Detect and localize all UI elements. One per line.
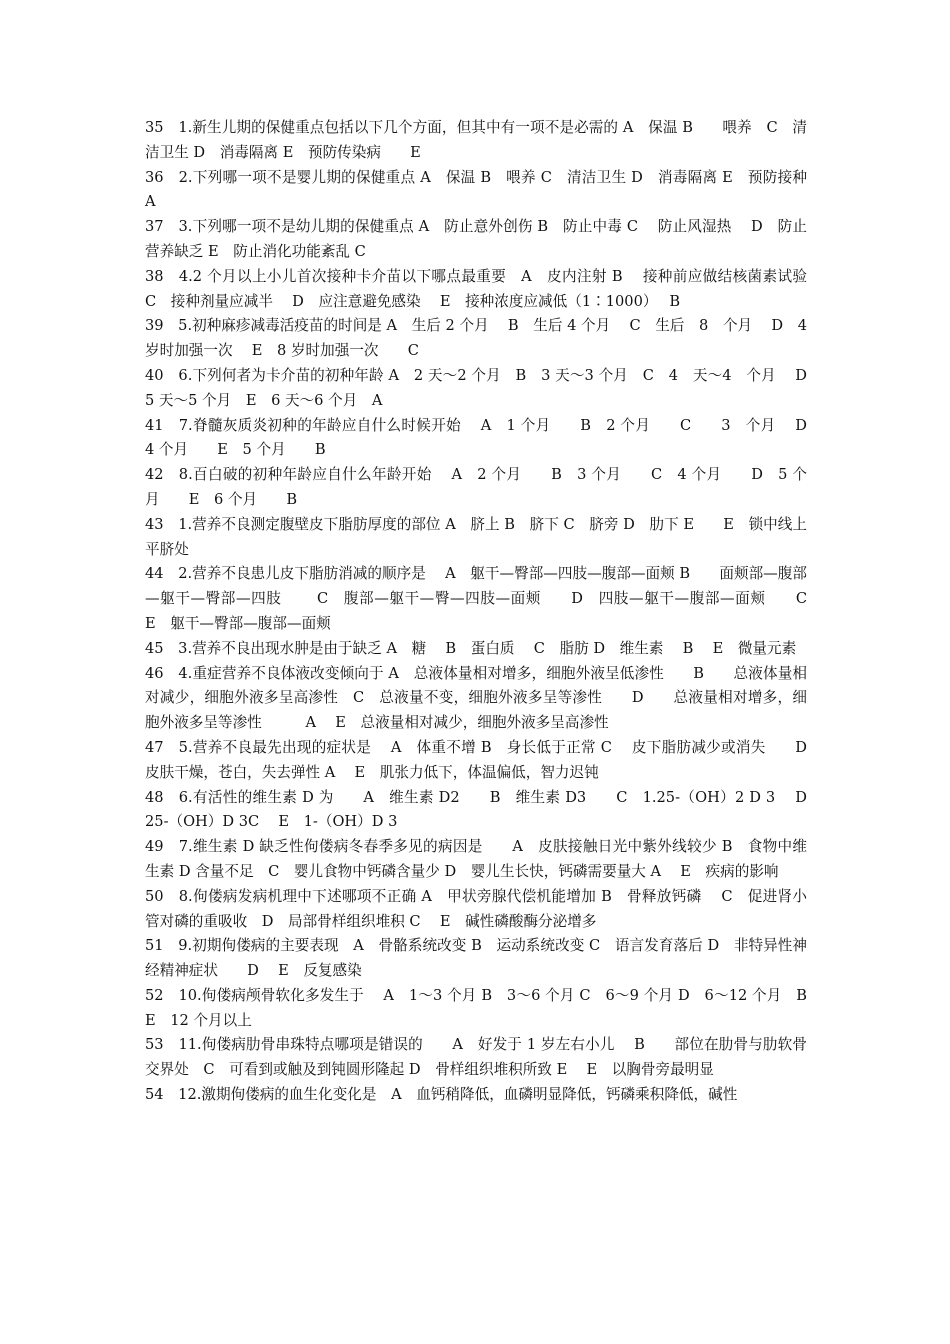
document-page <box>145 116 837 1108</box>
question-item: 52 10.佝偻病颅骨软化多发生于 A 1～3 个月 B 3～6 个月 C 6～9 个月 D 6～12 个月 B E 12 个月以上 <box>145 986 827 1029</box>
question-item: 41 7.脊髓灰质炎初种的年龄应自什么时候开始 A 1 个月 B 2 个月 C 3 个月 D 4 个月 E 5 个月 B <box>145 416 822 459</box>
question-item: 43 1.营养不良测定腹壁皮下脂肪厚度的部位 A 脐上 B 脐下 C 脐旁 D 肋下 E E 锁中线上平脐处 <box>145 515 807 558</box>
question-item: 36 2.下列哪一项不是婴儿期的保健重点 A 保温 B 喂养 C 清洁卫生 D 消毒隔离 E 预防接种 A <box>145 168 837 211</box>
question-item: 50 8.佝偻病发病机理中下述哪项不正确 A 甲状旁腺代偿机能增加 B 骨释放钙磷 C 促进肾小管对磷的重吸收 D 局部骨样组织堆积 C E 碱性磷酸酶分泌增多 <box>145 887 807 930</box>
question-item: 38 4.2 个月以上小儿首次接种卡介苗以下哪点最重要 A 皮内注射 B 接种前应做结核菌素试验 C 接种剂量应减半 D 应注意避免感染 E 接种浓度应减低（1∶1000） B <box>145 267 837 310</box>
question-item: 53 11.佝偻病肋骨串珠特点哪项是错误的 A 好发于 1 岁左右小儿 B 部位在肋骨与肋软骨交界处 C 可看到或触及到钝圆形隆起 D 骨样组织堆积所致 E E 以胸骨旁最明显 <box>145 1036 807 1079</box>
question-item: 37 3.下列哪一项不是幼儿期的保健重点 A 防止意外创伤 B 防止中毒 C 防止风湿热 D 防止营养缺乏 E 防止消化功能紊乱 C <box>145 218 807 260</box>
question-item: 54 12.激期佝偻病的血生化变化是 A 血钙稍降低，血磷明显降低，钙磷乘积降低，碱性 <box>145 1086 738 1104</box>
question-item: 46 4.重症营养不良体液改变倾向于 A 总液体量相对增多，细胞外液呈低渗性 B 总液体量相对减少，细胞外液多呈高渗性 C 总液量不变，细胞外液多呈等渗性 D 总液量相对增多，细胞外液多呈等渗性 A E 总液量相对减少，细胞外液多呈高渗性 <box>145 664 807 732</box>
question-item: 49 7.维生素 D 缺乏性佝偻病冬春季多见的病因是 A 皮肤接触日光中紫外线较少 B 食物中维生素 D 含量不足 C 婴儿食物中钙磷含量少 D 婴儿生长快，钙磷需要量大 A E 疾病的影响 <box>145 838 807 880</box>
question-item: 51 9.初期佝偻病的主要表现 A 骨骼系统改变 B 运动系统改变 C 语言发育落后 D 非特异性神经精神症状 D E 反复感染 <box>145 937 807 980</box>
question-item: 48 6.有活性的维生素 D 为 A 维生素 D2 B 维生素 D3 C 1.25-（OH）2 D 3 D 25-（OH）D 3C E 1-（OH）D 3 <box>145 788 822 831</box>
question-item: 45 3.营养不良出现水肿是由于缺乏 A 糖 B 蛋白质 C 脂肪 D 维生素 B E 微量元素 <box>145 639 797 657</box>
question-item: 42 8.百白破的初种年龄应自什么年龄开始 A 2 个月 B 3 个月 C 4 个月 D 5 个月 E 6 个月 B <box>145 466 807 508</box>
question-item: 35 1.新生儿期的保健重点包括以下几个方面，但其中有一项不是必需的 A 保温 B 喂养 C 清洁卫生 D 消毒隔离 E 预防传染病 E <box>145 119 807 161</box>
question-item: 47 5.营养不良最先出现的症状是 A 体重不增 B 身长低于正常 C 皮下脂肪减少或消失 D 皮肤干燥，苍白，失去弹性 A E 肌张力低下，体温偏低，智力迟钝 <box>145 738 822 781</box>
question-item: 39 5.初种麻疹减毒活疫苗的时间是 A 生后 2 个月 B 生后 4 个月 C 生后 8 个月 D 4 岁时加强一次 E 8 岁时加强一次 C <box>145 317 812 360</box>
question-item: 40 6.下列何者为卡介苗的初种年龄 A 2 天～2 个月 B 3 天～3 个月 C 4 天～4 个月 D 5 天～5 个月 E 6 天～6 个月 A <box>145 366 822 409</box>
question-item: 44 2.营养不良患儿皮下脂肪消减的顺序是 A 躯干—臀部—四肢—腹部—面颊 B 面颊部—腹部—躯干—臀部—四肢 C 腹部—躯干—臀—四肢—面颊 D 四肢—躯干—腹部—面颊 C E 躯干—臀部—腹部—面颊 <box>145 565 827 632</box>
